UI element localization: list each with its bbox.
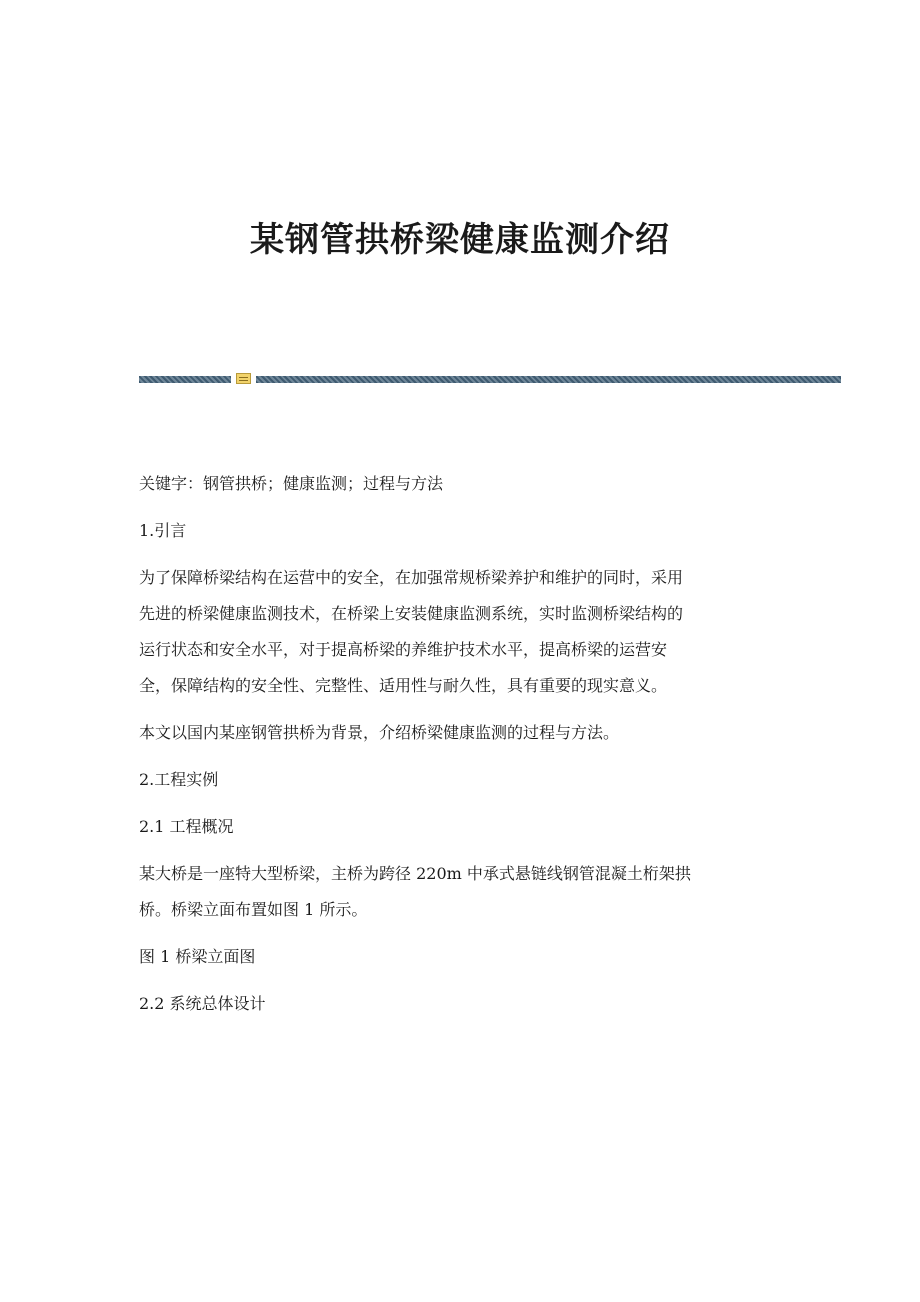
document-body (139, 466, 779, 1033)
section-heading-example: 2.工程实例 (139, 770, 219, 789)
intro-paragraph-2: 本文以国内某座钢管拱桥为背景，介绍桥梁健康监测的过程与方法。 (139, 723, 620, 742)
title-divider (139, 373, 841, 385)
text-line: 为了保障桥梁结构在运营中的安全，在加强常规桥梁养护和维护的同时，采用 (139, 568, 684, 587)
document-title: 某钢管拱桥梁健康监测介绍 (250, 220, 670, 260)
subsection-heading-overview: 2.1 工程概况 (139, 817, 234, 836)
text-line: 先进的桥梁健康监测技术，在桥梁上安装健康监测系统，实时监测桥梁结构的 (139, 604, 684, 623)
divider-bar-left (139, 376, 231, 383)
text-line: 桥。桥梁立面布置如图 1 所示。 (139, 900, 368, 919)
subsection-heading-design: 2.2 系统总体设计 (139, 994, 266, 1013)
figure-caption: 图 1 桥梁立面图 (139, 947, 256, 966)
section-heading-intro: 1.引言 (139, 521, 187, 540)
text-line: 运行状态和安全水平，对于提高桥梁的养维护技术水平，提高桥梁的运营安 (139, 640, 668, 659)
keywords-line: 关键字：钢管拱桥；健康监测；过程与方法 (139, 474, 444, 493)
overview-paragraph (139, 856, 779, 939)
divider-bar-right (256, 376, 841, 383)
divider-emblem-icon (236, 373, 251, 384)
intro-paragraph-1 (139, 560, 779, 715)
text-line: 某大桥是一座特大型桥梁，主桥为跨径 220m 中承式悬链线钢管混凝土桁架拱 (139, 864, 691, 883)
text-line: 全，保障结构的安全性、完整性、适用性与耐久性，具有重要的现实意义。 (139, 676, 668, 695)
